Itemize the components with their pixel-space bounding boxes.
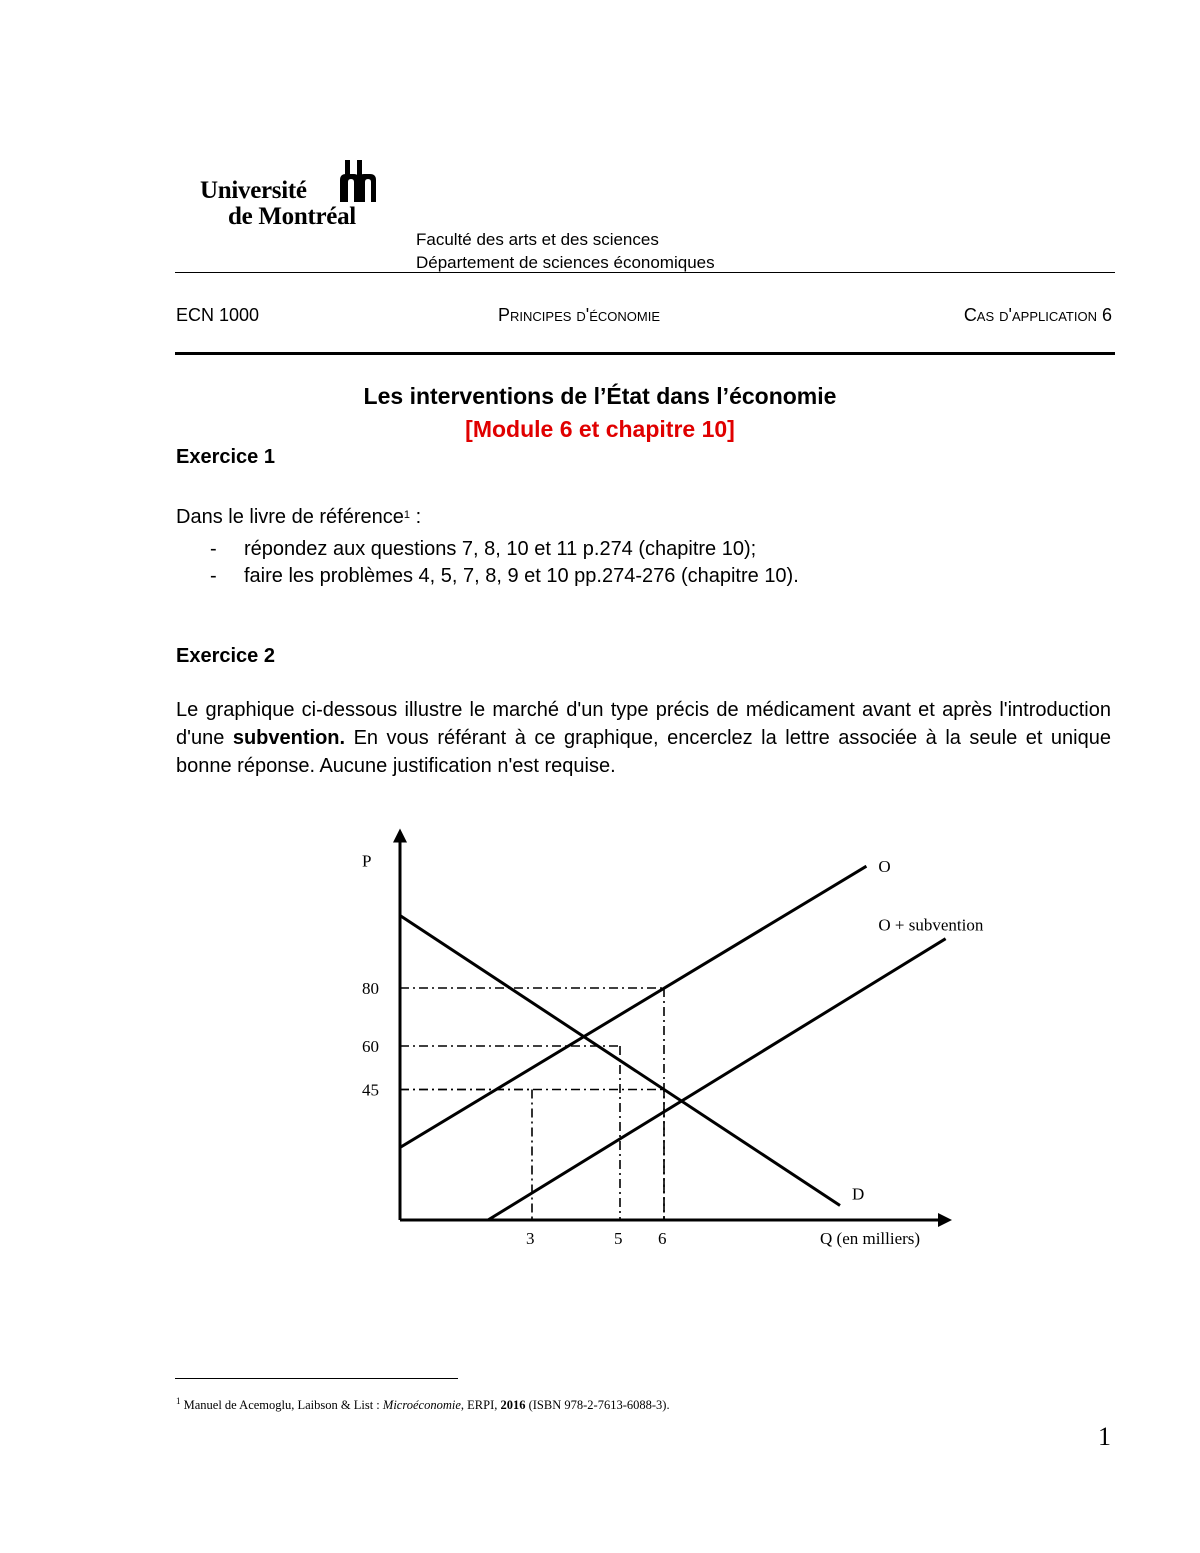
exercise1-heading: Exercice 1: [176, 446, 275, 468]
y-tick-label: 80: [362, 979, 379, 998]
footnote-text-start: Manuel de Acemoglu, Laibson & List :: [180, 1398, 383, 1413]
footnote-book-title: Microéconomie: [382, 1398, 461, 1413]
page-number: 1: [1098, 1422, 1111, 1451]
exercise2-text-start: Le graphique ci-dessous illustre le marché d'un type précis de médicament avant et après l'introduction d'une: [176, 699, 1111, 749]
faculty-name: Faculté des arts et des sciences: [416, 230, 659, 249]
list-item-text: faire les problèmes 4, 5, 7, 8, 9 et 10 pp.274-276 (chapitre 10).: [244, 565, 799, 587]
x-tick-label: 6: [658, 1229, 667, 1248]
list-item-text: répondez aux questions 7, 8, 10 et 11 p.274 (chapitre 10);: [244, 538, 757, 560]
list-bullet: -: [210, 538, 217, 560]
exercise1-intro-text: Dans le livre de référence: [176, 506, 404, 528]
subsidized-supply-label: O + subvention: [878, 915, 984, 935]
demand-label: D: [852, 1184, 865, 1204]
footnote-ref: 1: [403, 509, 411, 521]
page-subtitle: [Module 6 et chapitre 10]: [465, 416, 735, 442]
course-code: ECN 1000: [176, 305, 260, 325]
y-tick-label: 60: [362, 1037, 379, 1056]
footnote-text-end: (ISBN 978-2-7613-6088-3).: [525, 1398, 670, 1413]
footnote-text-mid: , ERPI,: [460, 1398, 501, 1413]
page-title: Les interventions de l’État dans l’économie: [363, 383, 837, 409]
course-subject: Principes d'économie: [498, 305, 661, 325]
supply-label: O: [878, 857, 891, 877]
exercise2-text-end: En vous référant à ce graphique, encerclez la lettre associée à la seule et unique bonne réponse. Aucune justification n'est requise.: [176, 727, 1111, 777]
exercise1-intro-end: :: [410, 506, 422, 528]
x-tick-label: 3: [526, 1229, 535, 1248]
case-label: Cas d'application 6: [963, 305, 1112, 325]
y-axis-arrow-icon: [393, 829, 407, 843]
footnote-number: 1: [176, 1396, 181, 1406]
x-axis-arrow-icon: [938, 1213, 952, 1227]
list-bullet: -: [210, 565, 217, 587]
exercise2-heading: Exercice 2: [176, 645, 275, 667]
y-axis-label: P: [362, 851, 372, 871]
logo-line2: de Montréal: [228, 203, 356, 230]
exercise2-text-bold: subvention.: [232, 727, 346, 749]
footnote: [176, 1396, 670, 1413]
x-tick-label: 5: [614, 1229, 623, 1248]
subsidized-supply-line: [488, 939, 946, 1220]
department-name: Département de sciences économiques: [416, 253, 715, 272]
x-axis-label: Q (en milliers): [820, 1229, 921, 1248]
footnote-rule: [175, 1378, 458, 1379]
logo-line1: Université: [200, 177, 307, 204]
footnote-year: 2016: [500, 1398, 526, 1413]
y-tick-label: 45: [362, 1080, 379, 1100]
supply-line: [400, 866, 866, 1147]
